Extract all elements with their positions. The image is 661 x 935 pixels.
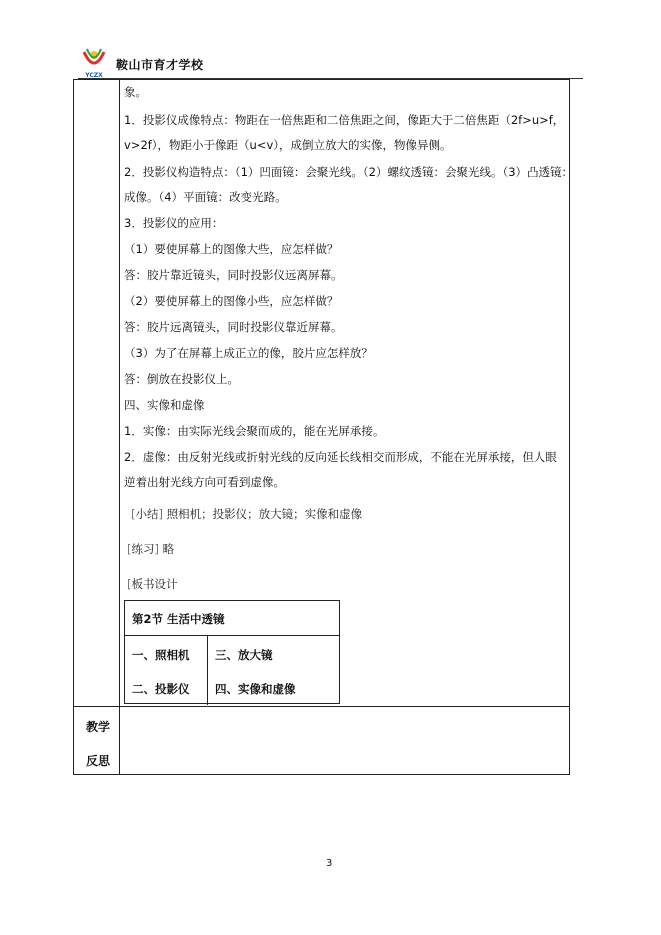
board-title: 第2节 生活中透镜 <box>132 612 225 626</box>
board-divider-v <box>207 635 208 705</box>
content-line: （2）要使屏幕上的图像小些，应怎样做？ <box>124 294 339 308</box>
summary-line: [小结] 照相机；投影仪；放大镜；实像和虚像 <box>131 507 363 521</box>
content-line: 答：胶片靠近镜头，同时投影仪远离屏幕。 <box>124 268 343 282</box>
content-line: 成像。（4）平面镜：改变光路。 <box>124 190 287 204</box>
board-design-table <box>124 600 340 704</box>
reflection-label-1: 教学 <box>86 720 111 734</box>
content-line: 2．虚像：由反射光线或折射光线的反向延长线相交而形成，不能在光屏承接，但人眼 <box>124 450 557 464</box>
page-header <box>78 44 583 84</box>
content-line: 象。 <box>124 85 147 99</box>
board-design-tag: 板书设计 <box>131 577 178 591</box>
board-cell: 三、放大镜 <box>215 648 273 662</box>
content-line: 2．投影仪构造特点：（1）凹面镜：会聚光线。（2）螺纹透镜：会聚光线。（3）凸透镜： <box>124 165 574 179</box>
content-line: 答：胶片远离镜头，同时投影仪靠近屏幕。 <box>124 320 343 334</box>
summary-tag: 小结 <box>135 507 159 521</box>
content-line: v>2f），物距小于像距（u<v），成倒立放大的实像，物像异侧。 <box>124 138 452 152</box>
content-line: 逆着出射光线方向可看到虚像。 <box>124 475 285 489</box>
summary-text: 照相机；投影仪；放大镜；实像和虚像 <box>166 507 363 521</box>
column-divider <box>119 80 120 774</box>
exercise-line: [练习] 略 <box>127 542 175 556</box>
content-line: （3）为了在屏幕上成正立的像，胶片应怎样放？ <box>124 346 373 360</box>
content-line: （1）要使屏幕上的图像大些，应怎样做？ <box>124 242 339 256</box>
page-number: 3 <box>326 858 333 869</box>
content-line: 1．实像：由实际光线会聚而成的，能在光屏承接。 <box>124 424 385 438</box>
board-cell: 二、投影仪 <box>132 682 190 696</box>
section-heading: 四、实像和虚像 <box>124 398 205 412</box>
content-line: 3．投影仪的应用： <box>124 216 224 230</box>
row-divider <box>74 706 569 707</box>
school-logo <box>78 44 110 80</box>
content-line: 1．投影仪成像特点：物距在一倍焦距和二倍焦距之间，像距大于二倍焦距（2f>u>f， <box>124 113 565 127</box>
board-design-line: [板书设计 <box>127 577 178 591</box>
board-cell: 一、照相机 <box>132 648 190 662</box>
exercise-text: 略 <box>162 542 175 556</box>
exercise-tag: 练习 <box>131 542 155 556</box>
content-line: 答：倒放在投影仪上。 <box>124 372 239 386</box>
board-cell: 四、实像和虚像 <box>215 682 296 696</box>
board-divider-h <box>125 635 339 636</box>
reflection-label-2: 反思 <box>86 754 111 768</box>
school-name: 鞍山市育才学校 <box>116 58 204 72</box>
logo-text: YCZX <box>85 72 103 79</box>
